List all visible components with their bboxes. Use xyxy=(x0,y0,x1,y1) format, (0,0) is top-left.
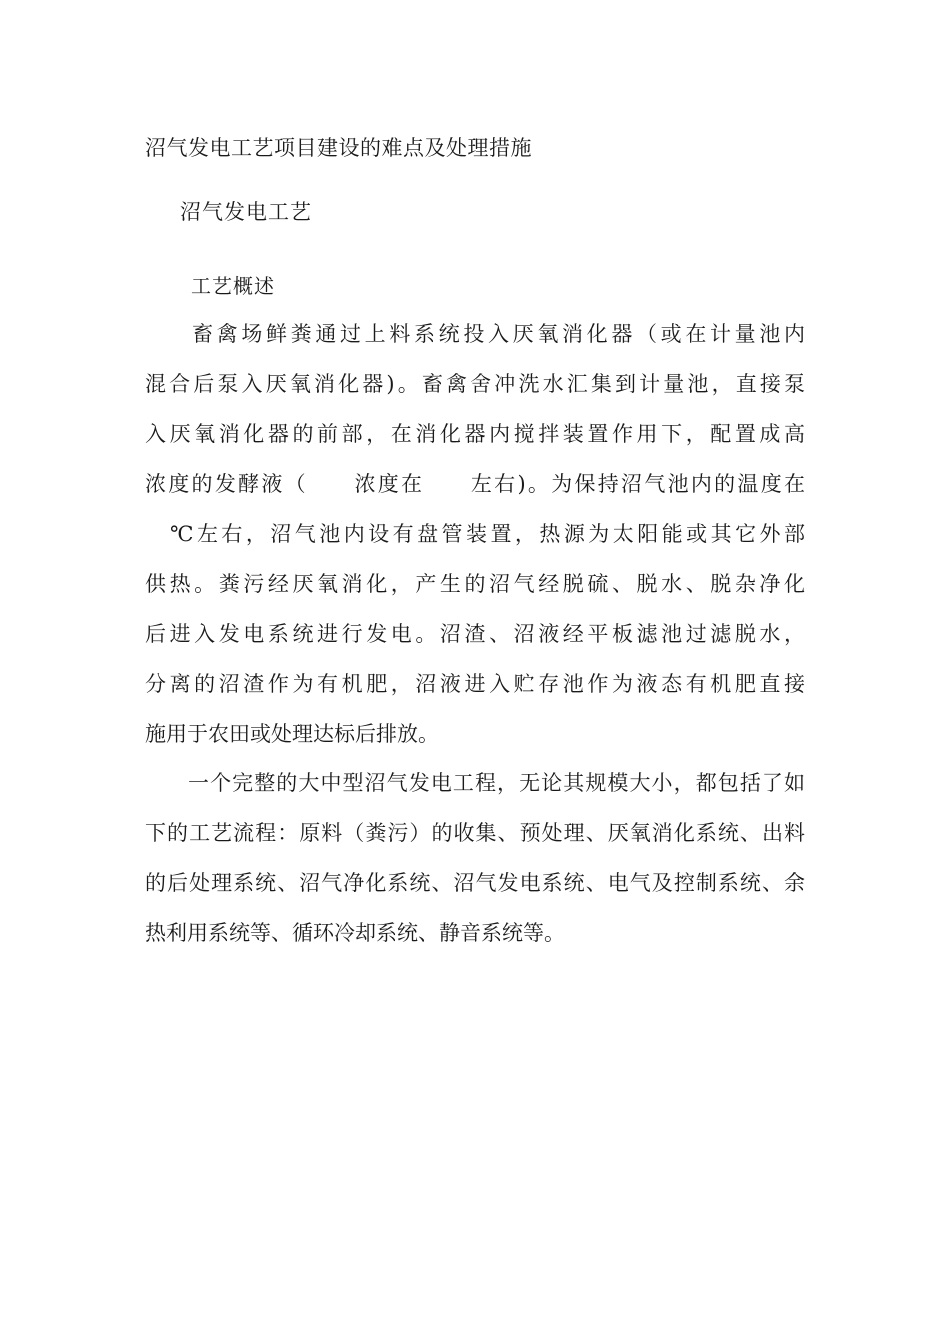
document-subtitle: 沼气发电工艺 xyxy=(180,200,312,224)
paragraph-line: 后进入发电系统进行发电。沼渣、沼液经平板滤池过滤脱水， xyxy=(145,622,805,646)
paragraph-line: 入厌氧消化器的前部，在消化器内搅拌装置作用下，配置成高 xyxy=(145,422,805,446)
paragraph-line: 施用于农田或处理达标后排放。 xyxy=(145,722,439,746)
paragraph-line: 畜禽场鲜粪通过上料系统投入厌氧消化器（或在计量池内 xyxy=(192,322,805,346)
paragraph-line: 浓度的发酵液（ 浓度在 左右)。为保持沼气池内的温度在 xyxy=(145,472,805,496)
paragraph-line: ℃左右，沼气池内设有盘管装置，热源为太阳能或其它外部 xyxy=(170,522,805,546)
paragraph-line: 一个完整的大中型沼气发电工程，无论其规模大小，都包括了如 xyxy=(188,771,805,795)
section-heading: 工艺概述 xyxy=(191,274,275,298)
paragraph-line: 热利用系统等、循环冷却系统、静音系统等。 xyxy=(145,921,565,945)
paragraph-line: 供热。粪污经厌氧消化，产生的沼气经脱硫、脱水、脱杂净化 xyxy=(145,572,805,596)
paragraph-line: 分离的沼渣作为有机肥，沼液进入贮存池作为液态有机肥直接 xyxy=(145,672,805,696)
document-title: 沼气发电工艺项目建设的难点及处理措施 xyxy=(145,136,532,160)
paragraph-line: 的后处理系统、沼气净化系统、沼气发电系统、电气及控制系统、余 xyxy=(145,871,805,895)
paragraph-line: 下的工艺流程：原料（粪污）的收集、预处理、厌氧消化系统、出料 xyxy=(145,821,805,845)
paragraph-line: 混合后泵入厌氧消化器)。畜禽舍冲洗水汇集到计量池，直接泵 xyxy=(145,372,805,396)
